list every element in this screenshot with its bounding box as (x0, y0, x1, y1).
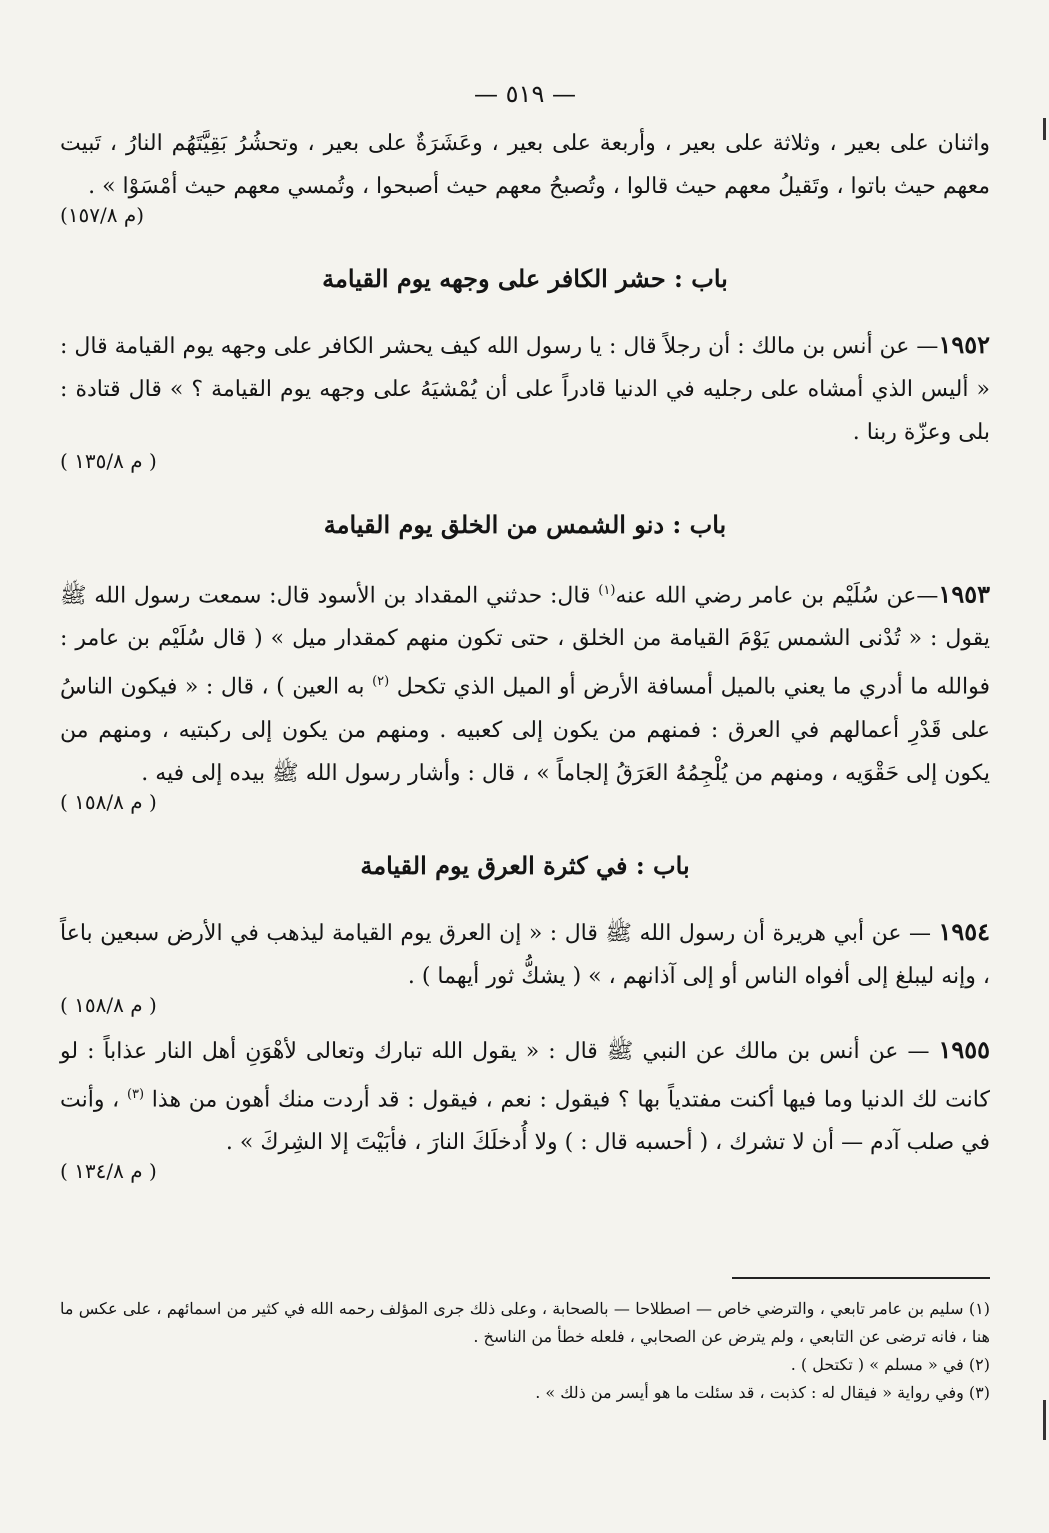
page-number: — ٥١٩ — (474, 80, 576, 108)
section-heading: باب : حشر الكافر على وجهه يوم القيامة (322, 264, 728, 293)
hadith-1955 (60, 1028, 990, 1164)
footnote-marker: (٣) (126, 1086, 145, 1102)
hadith-text: قال: حدثني المقداد بن الأسود قال: سمعت رسول الله ﷺ يقول : « تُدْنى الشمس يَوْمَ القيامة من الخلق ، حتى تكون منهم كمقدار ميل » ( قال سُلَيْم بن عامر : فوالله ما أدري ما يعني بالميل أمسافة الأرض أو الميل الذي تكحل (60, 583, 990, 700)
hadith-number: ١٩٥٣ (938, 579, 990, 609)
hadith-text: — عن أنس بن مالك عن النبي ﷺ قال : « يقول الله تبارك وتعالى لأهْوَنِ أهل النار عذاباً : لو كانت لك الدنيا وما فيها أكنت مفتدياً بها ؟ فيقول : نعم ، فيقول : قد أردت منك أهون من هذا (60, 1038, 990, 1112)
intro-paragraph (60, 122, 990, 208)
hadith-1954 (60, 910, 990, 998)
intro-reference: (م ١٥٧/٨) (60, 203, 145, 227)
scan-edge-mark (1043, 1400, 1046, 1440)
scan-edge-mark (1043, 118, 1046, 140)
hadith-reference: ( م ١٥٨/٨ ) (60, 992, 157, 1017)
section-heading: باب : في كثرة العرق يوم القيامة (360, 850, 690, 880)
footnote-divider (732, 1277, 990, 1279)
hadith-text: به العين ) ، قال : « فيكون الناسُ على قَدْرِ أعمالهم في العرق : فمنهم من يكون إلى كعبيه . ومنهم من يكون إلى ركبتيه ، ومنهم من يكون إلى حَقْوَيه ، ومنهم من يُلْجِمُهُ العَرَقُ إلجاماً » ، قال : وأشار رسول الله ﷺ بيده إلى فيه . (60, 674, 990, 786)
hadith-number: ١٩٥٢ (938, 330, 990, 359)
hadith-text: — عن أنس بن مالك : أن رجلاً قال : يا رسول الله كيف يحشر الكافر على وجهه يوم القيامة قال : « أليس الذي أمشاه على رجليه في الدنيا قادراً على أن يُمْشيَهُ على وجهه يوم القيامة ؟ » قال قتادة : بلى وعزّة ربنا . (60, 334, 990, 445)
footnotes (60, 1277, 990, 1407)
hadith-1952 (60, 323, 990, 454)
hadith-1953 (60, 569, 990, 795)
hadith-text: ، وأنت في صلب آدم — أن لا تشرك ، ( أحسبه قال : ) ولا أُدخلَكَ النارَ ، فأبَيْتَ إلا الشِركَ » . (60, 1086, 990, 1155)
hadith-reference: ( م ١٥٨/٨ ) (60, 789, 157, 814)
hadith-number: ١٩٥٤ (938, 916, 990, 946)
hadith-text: —عن سُلَيْم بن عامر رضي الله عنه (615, 583, 939, 609)
footnote-marker: (١) (598, 583, 616, 598)
hadith-number: ١٩٥٥ (938, 1034, 990, 1064)
section-heading: باب : دنو الشمس من الخلق يوم القيامة (323, 510, 727, 539)
hadith-text: — عن أبي هريرة أن رسول الله ﷺ قال : « إن العرق يوم القيامة ليذهب في الأرض سبعين باعاً ، وإنه ليبلغ إلى أفواه الناس أو إلى آذانهم ، » ( يشكُّ ثور أيهما ) . (60, 920, 990, 989)
intro-text: واثنان على بعير ، وثلاثة على بعير ، وأربعة على بعير ، وعَشَرَةٌ على بعير ، وتحشُرُ بَقِيَّتَهُم النارُ ، تَبيت معهم حيث باتوا ، وتَقيلُ معهم حيث قالوا ، وتُصبحُ معهم حيث أصبحوا ، وتُمسي معهم حيث أمْسَوْا » . (60, 131, 990, 199)
footnote-marker: (٢) (372, 674, 390, 690)
hadith-reference: ( م ١٣٥/٨ ) (60, 449, 157, 473)
footnote: (٣) وفي رواية « فيقال له : كذبت ، قد سئلت ما هو أيسر من ذلك » . (535, 1383, 990, 1402)
hadith-reference: ( م ١٣٤/٨ ) (60, 1158, 157, 1183)
footnote: (١) سليم بن عامر تابعي ، والترضي خاص — اصطلاحا — بالصحابة ، وعلى ذلك جرى المؤلف رحمه الله في كثير من اسمائهم ، على عكس ما هنا ، فانه ترضى عن التابعي ، ولم يترض عن الصحابي ، فلعله خطأ من الناسخ . (60, 1299, 990, 1346)
footnote: (٢) في « مسلم » ( تكتحل ) . (790, 1355, 990, 1374)
book-page (60, 80, 990, 1188)
